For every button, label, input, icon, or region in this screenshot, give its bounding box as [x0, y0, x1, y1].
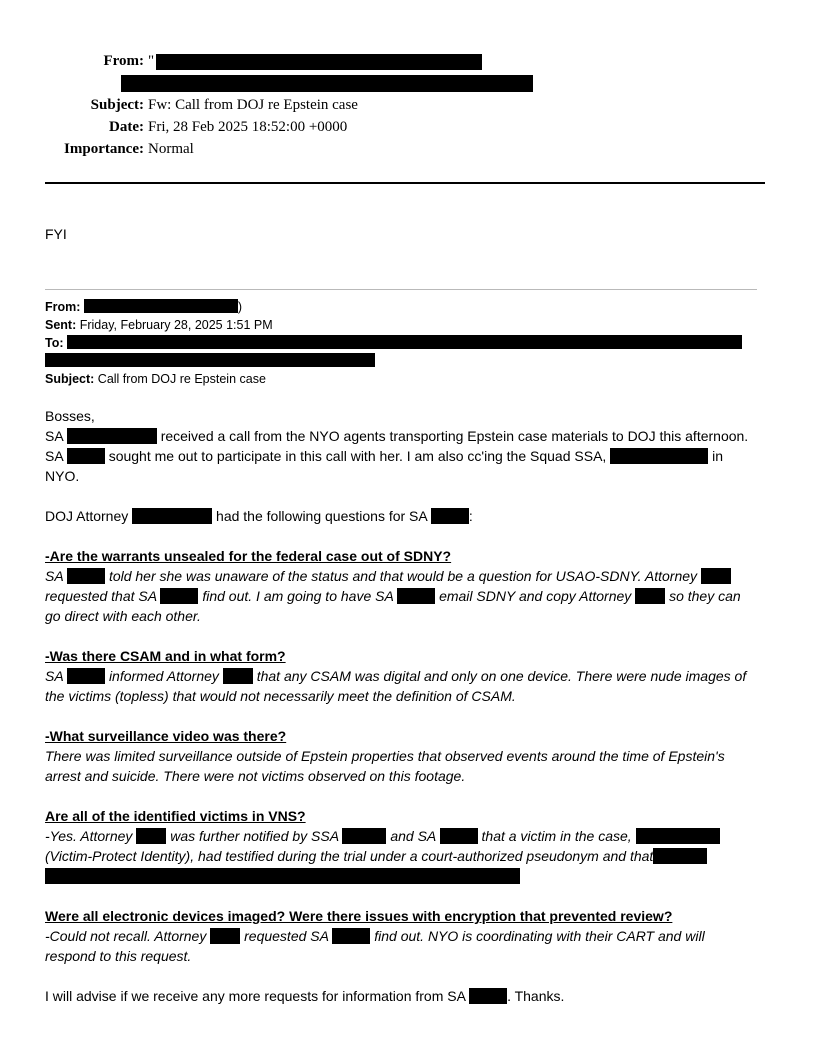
redaction-block: [469, 988, 507, 1004]
paragraph-line: NYO.: [45, 468, 80, 484]
fwd-to-row-continued: [45, 352, 765, 370]
from-value: ": [148, 53, 155, 69]
from-row: [0, 50, 816, 72]
redaction-block: [342, 828, 386, 844]
closing-line: I will advise if we receive any more requests for information from SA . Thanks.: [45, 988, 565, 1004]
question-heading: -Was there CSAM and in what form?: [45, 648, 286, 664]
redaction-block: [45, 868, 520, 884]
redaction-block: [156, 54, 482, 70]
paragraph-line: SA sought me out to participate in this call with her. I am also cc'ing the Squad SSA, in: [45, 448, 723, 464]
subject-row: [0, 94, 816, 116]
redaction-block: [67, 448, 105, 464]
fwd-to-row: [45, 334, 765, 352]
subject-label: Subject:: [90, 97, 144, 113]
fwd-from-row: [45, 298, 765, 316]
forward-divider: [45, 289, 757, 290]
redaction-block: [636, 828, 720, 844]
date-row: [0, 116, 816, 138]
answer-line: There was limited surveillance outside of Epstein properties that observed events around the time of Epstein's: [45, 748, 725, 764]
redaction-block: [84, 299, 238, 313]
redaction-block: [210, 928, 240, 944]
redaction-block: [67, 668, 105, 684]
greeting: Bosses,: [45, 408, 95, 424]
redaction-block: [332, 928, 370, 944]
paragraph-line: SA received a call from the NYO agents transporting Epstein case materials to DOJ this afternoon.: [45, 428, 749, 444]
redaction-block: [431, 508, 469, 524]
email-header: [0, 50, 816, 160]
importance-row: [0, 138, 816, 160]
importance-label: Importance:: [64, 141, 144, 157]
answer-line: SA told her she was unaware of the status and that would be a question for USAO-SDNY. Attorney: [45, 566, 775, 586]
fwd-to-label: To:: [45, 336, 64, 350]
redaction-block: [223, 668, 253, 684]
fwd-sent-label: Sent:: [45, 318, 77, 332]
from-row-continued: [0, 72, 816, 94]
forwarded-header: [45, 298, 765, 388]
date-value: Fri, 28 Feb 2025 18:52:00 +0000: [148, 119, 348, 135]
question-heading: Were all electronic devices imaged? Were there issues with encryption that prevented review?: [45, 908, 673, 924]
redaction-block: [440, 828, 478, 844]
fwd-from-label: From:: [45, 300, 81, 314]
fwd-subject-label: Subject:: [45, 372, 95, 386]
redaction-block: [121, 75, 533, 92]
redaction-block: [610, 448, 708, 464]
question-heading: -What surveillance video was there?: [45, 728, 287, 744]
answer-line: the victims (topless) that would not necessarily meet the definition of CSAM.: [45, 688, 516, 704]
redaction-block: [701, 568, 731, 584]
answer-line: arrest and suicide. There were not victims observed on this footage.: [45, 768, 466, 784]
redaction-block: [635, 588, 665, 604]
answer-line: respond to this request.: [45, 948, 192, 964]
question-heading: -Are the warrants unsealed for the federal case out of SDNY?: [45, 548, 452, 564]
answer-line: [45, 866, 775, 886]
redaction-block: [45, 353, 375, 367]
answer-line: SA informed Attorney that any CSAM was digital and only on one device. There were nude images of: [45, 668, 747, 684]
header-divider: [45, 182, 765, 184]
redaction-block: [397, 588, 435, 604]
answer-line: (Victim-Protect Identity), had testified during the trial under a court-authorized pseudonym and that: [45, 846, 775, 866]
from-label: From:: [103, 53, 144, 69]
answer-line: requested that SA find out. I am going to have SA email SDNY and copy Attorney so they can: [45, 588, 741, 604]
fwd-sent-row: [45, 316, 765, 334]
redaction-block: [653, 848, 707, 864]
redaction-block: [136, 828, 166, 844]
date-label: Date:: [109, 119, 144, 135]
question-heading: Are all of the identified victims in VNS?: [45, 808, 306, 824]
importance-value: Normal: [148, 141, 194, 157]
fyi-text: FYI: [45, 226, 67, 242]
paragraph-line: DOJ Attorney had the following questions for SA :: [45, 508, 473, 524]
redaction-block: [67, 568, 105, 584]
redaction-block: [67, 428, 157, 444]
fwd-subject-value: Call from DOJ re Epstein case: [97, 372, 266, 386]
fwd-from-suffix: ): [237, 300, 243, 314]
subject-value: Fw: Call from DOJ re Epstein case: [148, 97, 358, 113]
fwd-sent-value: Friday, February 28, 2025 1:51 PM: [79, 318, 273, 332]
answer-line: go direct with each other.: [45, 608, 201, 624]
answer-line: -Yes. Attorney was further notified by SSA and SA that a victim in the case,: [45, 826, 775, 846]
answer-line: -Could not recall. Attorney requested SA find out. NYO is coordinating with their CART and will: [45, 928, 705, 944]
message-body: [45, 406, 775, 1006]
fwd-subject-row: [45, 370, 765, 388]
redaction-block: [160, 588, 198, 604]
redaction-block: [67, 335, 742, 349]
redaction-block: [132, 508, 212, 524]
